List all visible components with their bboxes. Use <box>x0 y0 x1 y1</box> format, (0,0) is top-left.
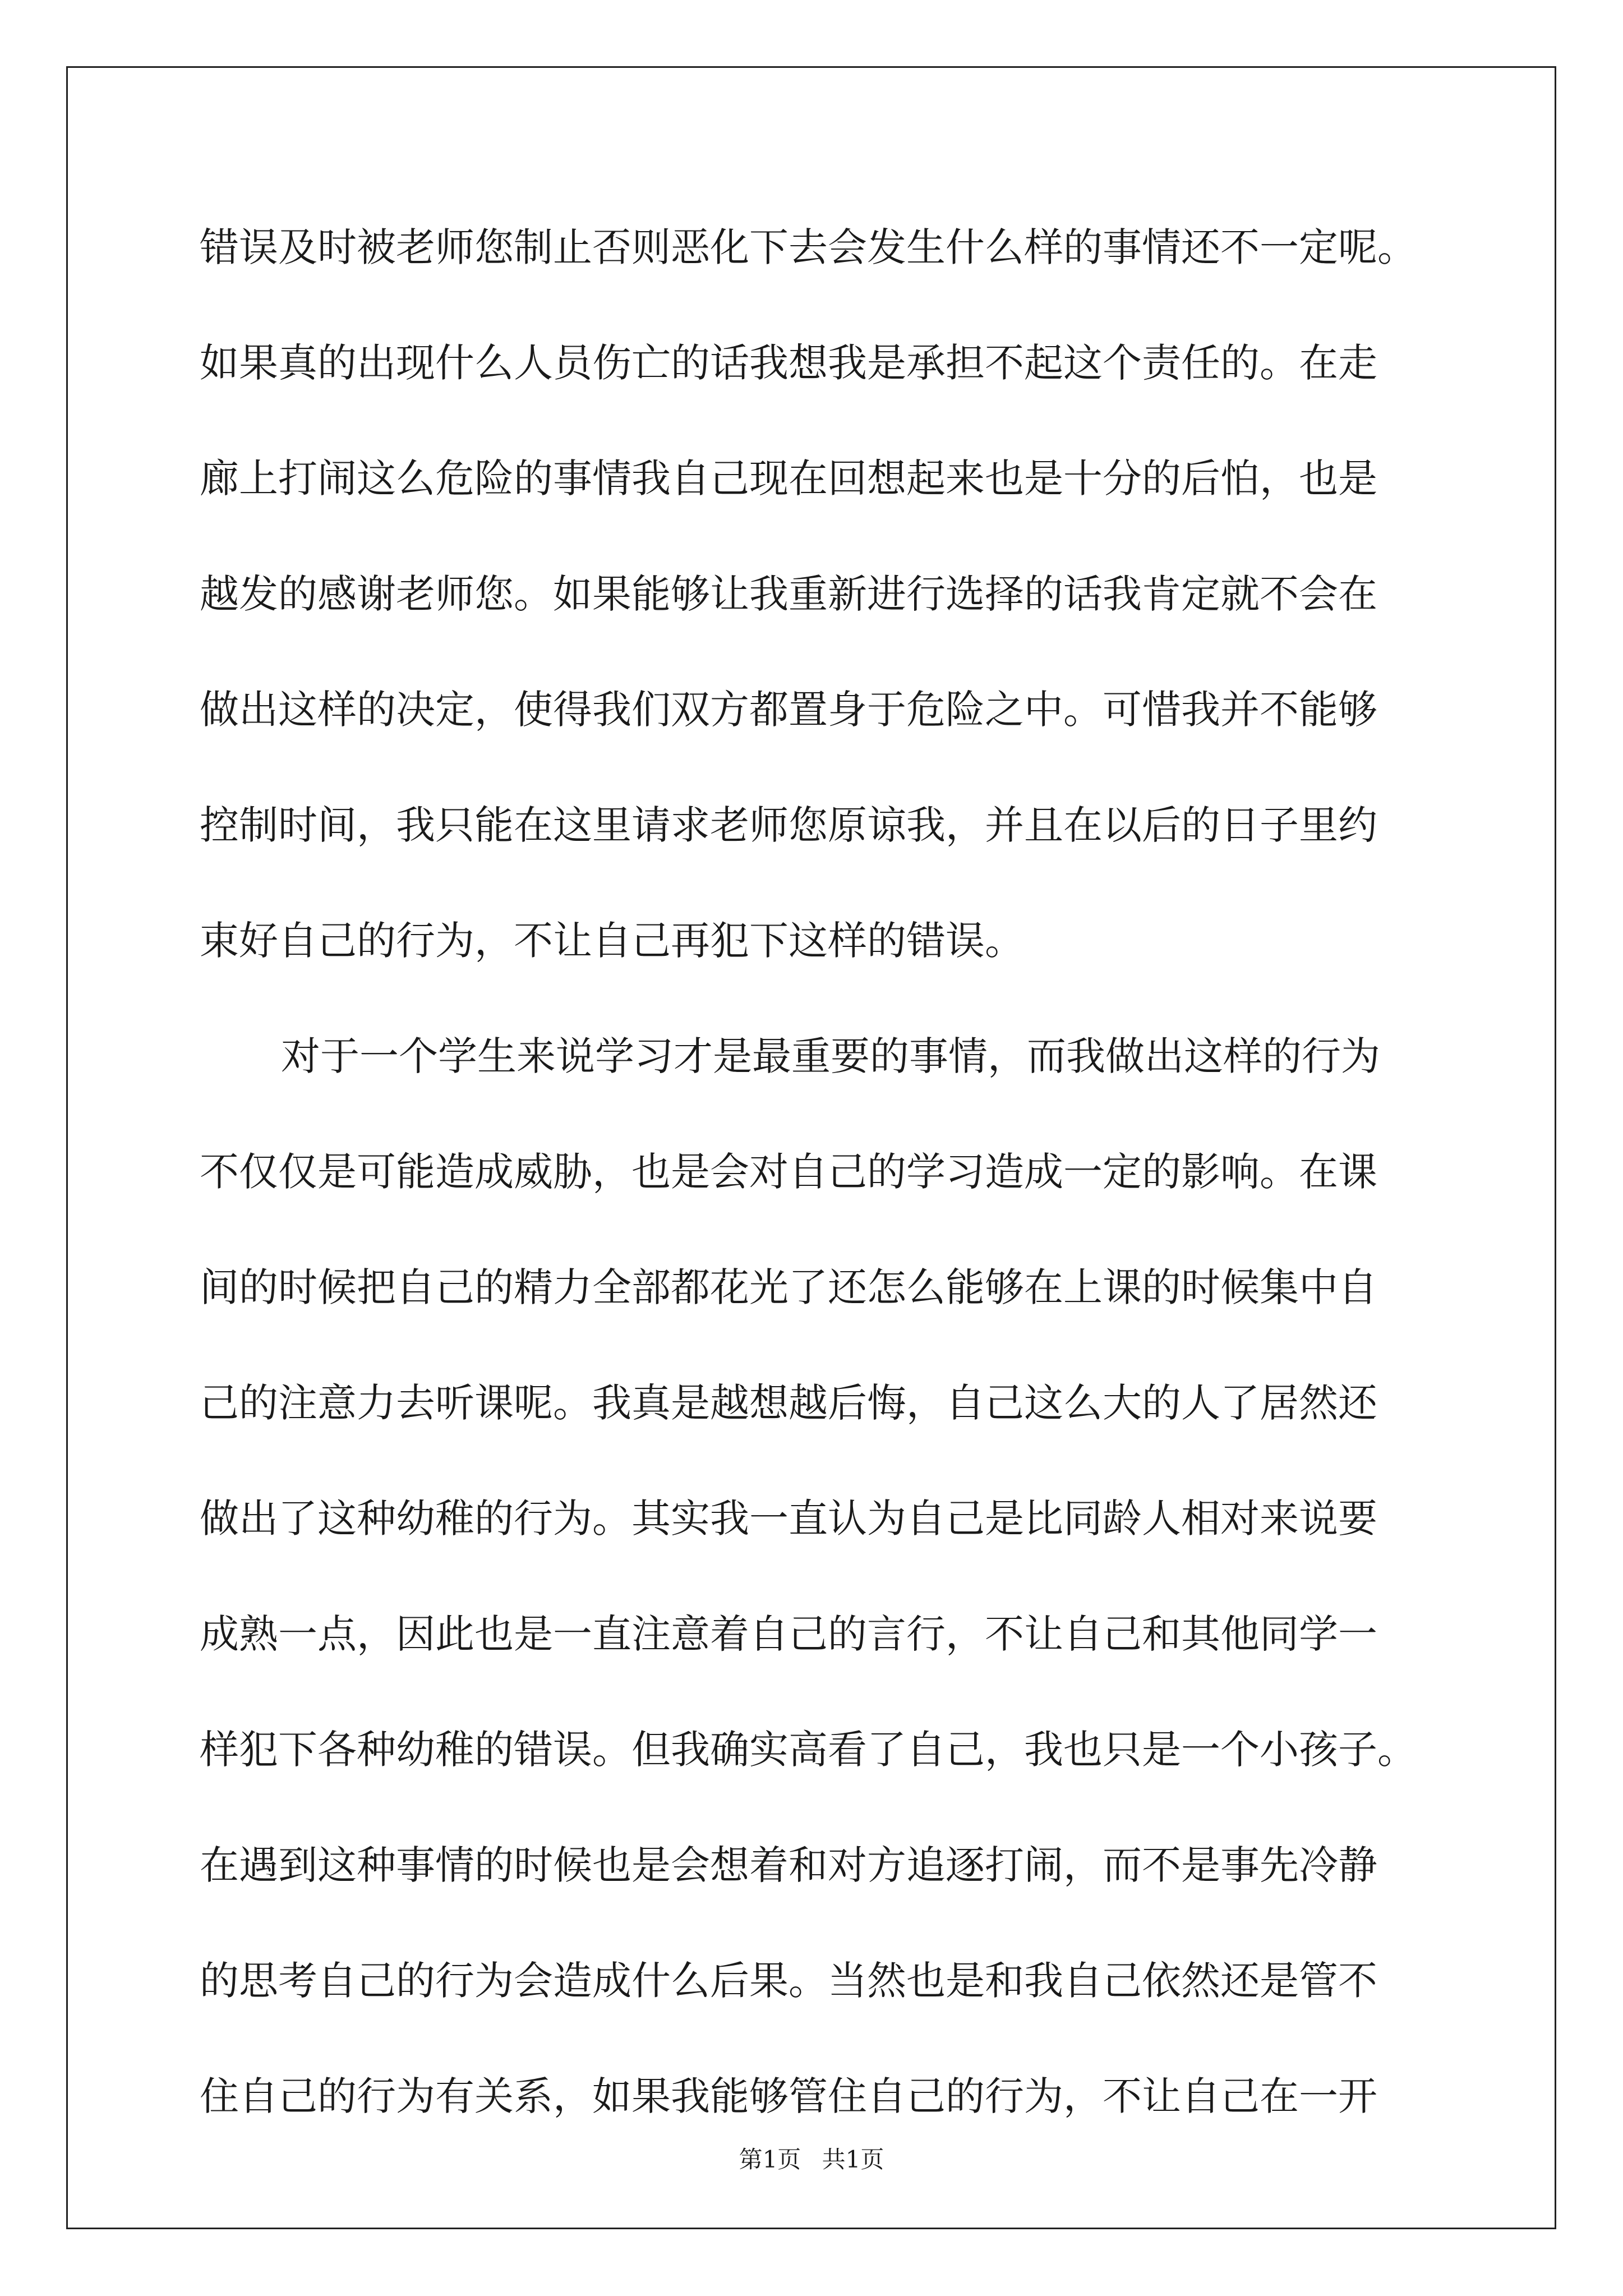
page-footer <box>0 2143 1623 2177</box>
text-line: 错误及时被老师您制止否则恶化下去会发生什么样的事情还不一定呢。 <box>200 224 1417 270</box>
text-line: 控制时间，我只能在这里请求老师您原谅我，并且在以后的日子里约 <box>200 802 1377 848</box>
text-line: 束好自己的行为，不让自己再犯下这样的错误。 <box>200 918 1024 964</box>
text-line: 间的时候把自己的精力全部都花光了还怎么能够在上课的时候集中自 <box>200 1264 1377 1310</box>
text-line: 的思考自己的行为会造成什么后果。当然也是和我自己依然还是管不 <box>200 1958 1377 2004</box>
page-number: 第1页 <box>739 2146 801 2173</box>
text-line: 在遇到这种事情的时候也是会想着和对方追逐打闹，而不是事先冷静 <box>200 1842 1377 1888</box>
text-line: 成熟一点，因此也是一直注意着自己的言行，不让自己和其他同学一 <box>200 1611 1377 1657</box>
page-total: 共1页 <box>822 2146 884 2173</box>
text-line: 越发的感谢老师您。如果能够让我重新进行选择的话我肯定就不会在 <box>200 571 1377 617</box>
text-line: 不仅仅是可能造成威胁，也是会对自己的学习造成一定的影响。在课 <box>200 1149 1377 1195</box>
text-line: 如果真的出现什么人员伤亡的话我想我是承担不起这个责任的。在走 <box>200 340 1377 386</box>
text-line: 廊上打闹这么危险的事情我自己现在回想起来也是十分的后怕，也是 <box>200 455 1377 501</box>
text-line: 做出这样的决定，使得我们双方都置身于危险之中。可惜我并不能够 <box>200 687 1377 733</box>
document-body <box>200 190 1450 2154</box>
text-line: 己的注意力去听课呢。我真是越想越后悔，自己这么大的人了居然还 <box>200 1380 1377 1426</box>
text-line: 样犯下各种幼稚的错误。但我确实高看了自己，我也只是一个小孩子。 <box>200 1727 1417 1773</box>
text-line: 做出了这种幼稚的行为。其实我一直认为自己是比同龄人相对来说要 <box>200 1496 1377 1542</box>
paragraph-start-line: 对于一个学生来说学习才是最重要的事情，而我做出这样的行为 <box>281 1033 1380 1079</box>
text-line: 住自己的行为有关系，如果我能够管住自己的行为，不让自己在一开 <box>200 2073 1377 2119</box>
